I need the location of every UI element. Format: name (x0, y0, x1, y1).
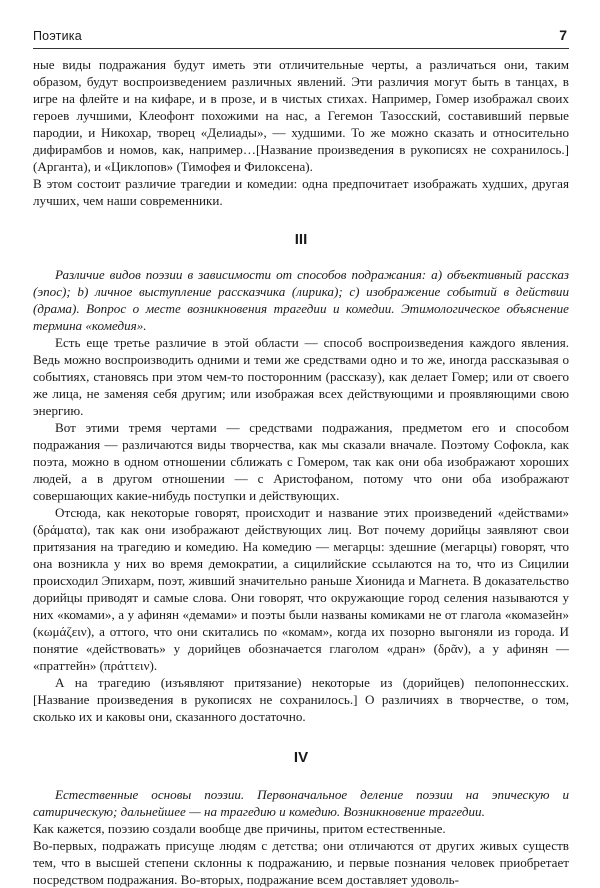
paragraph: Есть еще третье различие в этой области — способ воспроизведения каждого явления. Ведь можно воспроизводить одними и теми же средствами одно и то же, иногда рассказывая о событиях, становясь при этом чем-то посторонним (рассказу), как делает Гомер; или от своего же лица, не заменяя себя другим; или изображая всех действующими и проявляющими свою энергию. (33, 335, 569, 418)
paragraph: Во-первых, подражать присуще людям с детства; они отличаются от других живых существ тем, что в высшей степени склонны к подражанию, и первые познания человек приобретает посредством подражания. Во-вторых, подражание всем доставляет удоволь- (33, 838, 569, 887)
chapter-heading-3: III (294, 231, 308, 248)
chapter-abstract-4: Естественные основы поэзии. Первоначальное деление поэзии на эпическую и сатирическую; дальнейшее — на трагедию и комедию. Возникновение трагедии. (33, 787, 569, 819)
paragraph: А на трагедию (изъявляют притязание) некоторые из (дорийцев) пелопоннесских. [Название произведения в рукописях не сохранилось.] О различиях в творчестве, о том, сколько их и каковы они, сказанного достаточно. (33, 675, 569, 724)
chapter-abstract-3: Различие видов поэзии в зависимости от способов подражания: a) объективный рассказ (эпос); b) личное выступление рассказчика (лирика); c) изображение событий в действии (драма). Вопрос о месте возникновения трагедии и комедии. Этимологическое объяснение термина «комедия». (33, 267, 569, 333)
paragraph: Как кажется, поэзию создали вообще две причины, притом естественные. (33, 821, 446, 836)
page-body (33, 56, 569, 888)
paragraph: Отсюда, как некоторые говорят, происходит и название этих произведений «действами» (δράματα), так как они изображают действующих лиц. Вот почему дорийцы заявляют свои притязания на трагедию и комедию. На комедию — мегарцы: здешние (мегарцы) говорят, что она возникла у них во время демократии, а сицилийские ссылаются на то, что из Сицилии происходил Эпихарм, поэт, живший значительно раньше Хионида и Магнета. В доказательство дорийцы приводят и самые слова. Они говорят, что окружающие город селения называются у них «комами», а у афинян «демами» и поэты были названы комиками не от глагола «комазейн» (κωμάζειν), а оттого, что они скитались по «комам», когда их позорно выгоняли из города. И понятие «действовать» у дорийцев обозначается глаголом «дран» (δρᾶν), а у афинян — «праттейн» (πράττειν). (33, 505, 569, 673)
paragraph: ные виды подражания будут иметь эти отличительные черты, а различаться они, таким образом, будут воспроизведением различных явлений. Эти различия могут быть в танцах, в игре на флейте и на кифаре, и в прозе, и в чистых стихах. Например, Гомер изображал своих героев лучшими, Клеофонт похожими на нас, а Гегемон Тазосский, составивший первые пародии, и Никохар, творец «Делиады», — худшими. То же можно сказать и относительно дифирамбов и номов, как, например…[Название произведения в рукописях не сохранилось.] (Арганта), и «Циклопов» (Тимофея и Филоксена). (33, 57, 569, 174)
paragraph: Вот этими тремя чертами — средствами подражания, предметом его и способом подражания — различаются виды творчества, как мы сказали вначале. Поэтому Софокла, как поэта, можно в одном отношении сближать с Гомером, так как они оба изображают хороших людей, а в другом отношении — с Аристофаном, потому что они оба изображают совершающих какие-нибудь поступки и действующих. (33, 420, 569, 503)
chapter-heading-4: IV (293, 749, 309, 766)
running-header (33, 26, 569, 49)
page-number: 7 (559, 27, 567, 43)
paragraph: В этом состоит различие трагедии и комедии: одна предпочитает изображать худших, другая лучших, чем наши современники. (33, 176, 569, 208)
running-title: Поэтика (33, 29, 82, 43)
